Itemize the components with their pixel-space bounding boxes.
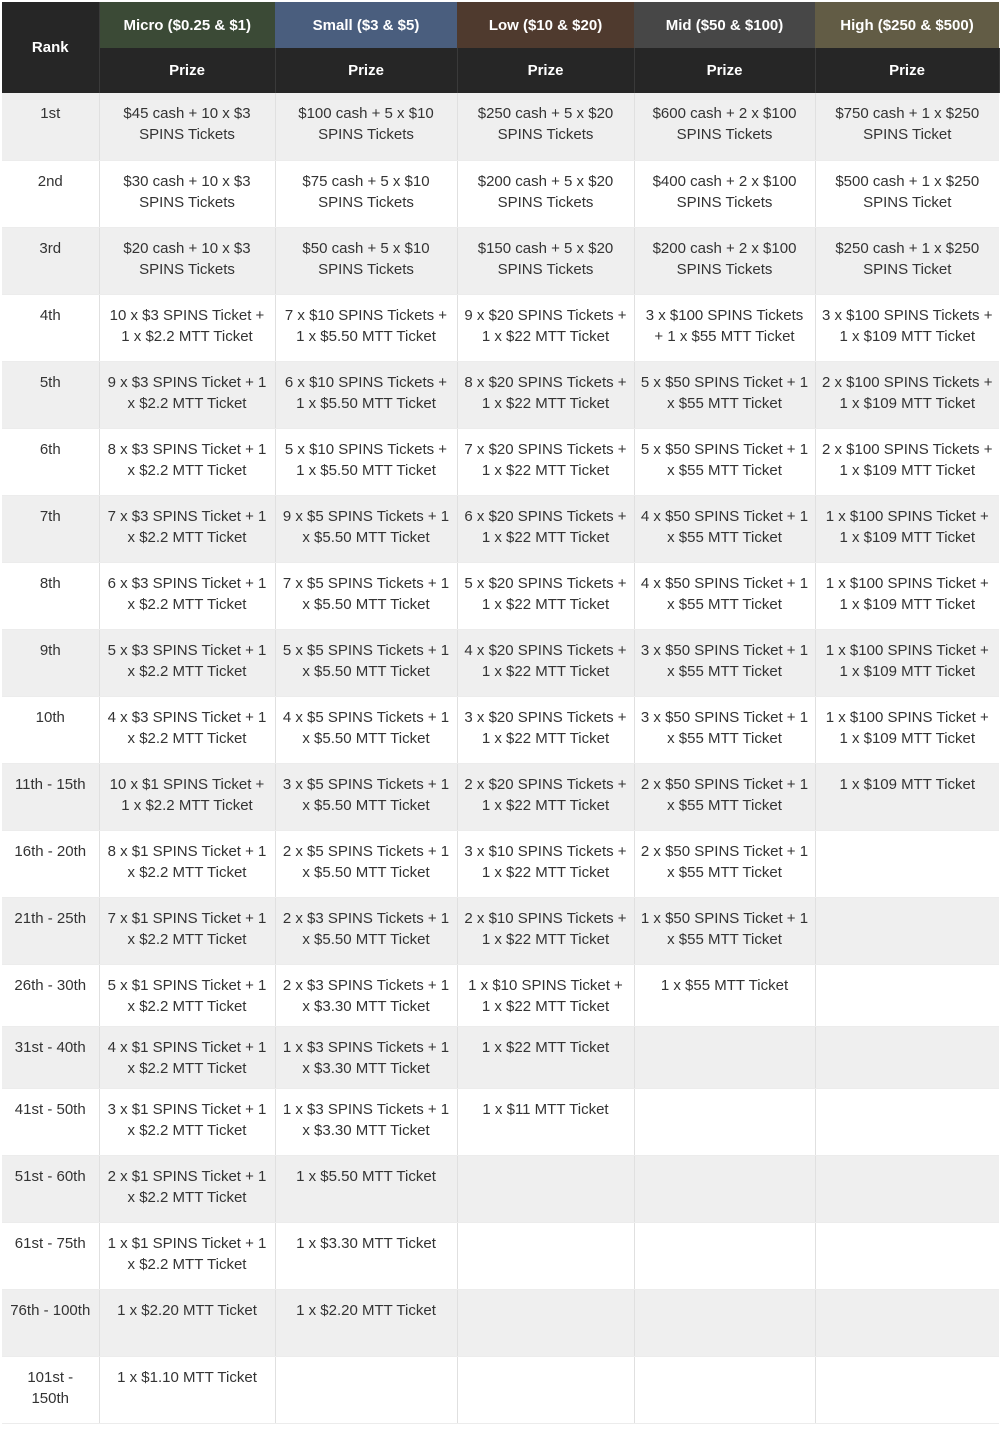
- table-row: [2, 964, 999, 1026]
- prize-cell-low: 7 x $20 SPINS Tickets + 1 x $22 MTT Ticket: [457, 428, 634, 495]
- rank-cell: 7th: [2, 495, 99, 562]
- prize-header-high: Prize: [815, 48, 999, 93]
- prize-cell-mid: 5 x $50 SPINS Ticket + 1 x $55 MTT Ticket: [634, 428, 815, 495]
- tier-header-row: [2, 2, 999, 48]
- prize-cell-mid: 1 x $55 MTT Ticket: [634, 964, 815, 1026]
- rank-cell: 10th: [2, 696, 99, 763]
- prize-cell-low: 6 x $20 SPINS Tickets + 1 x $22 MTT Ticket: [457, 495, 634, 562]
- rank-cell: 8th: [2, 562, 99, 629]
- rank-cell: 5th: [2, 361, 99, 428]
- prize-cell-mid: $400 cash + 2 x $100 SPINS Tickets: [634, 160, 815, 227]
- table-row: [2, 629, 999, 696]
- prize-cell-small: 2 x $5 SPINS Tickets + 1 x $5.50 MTT Ticket: [275, 830, 457, 897]
- rank-cell: 31st - 40th: [2, 1026, 99, 1088]
- prize-cell-micro: 10 x $1 SPINS Ticket + 1 x $2.2 MTT Ticket: [99, 763, 275, 830]
- prize-cell-micro: 1 x $1.10 MTT Ticket: [99, 1356, 275, 1423]
- prize-cell-micro: 5 x $1 SPINS Ticket + 1 x $2.2 MTT Ticket: [99, 964, 275, 1026]
- tier-header-micro: Micro ($0.25 & $1): [99, 2, 275, 48]
- prize-cell-low: [457, 1289, 634, 1356]
- prize-cell-small: 5 x $5 SPINS Tickets + 1 x $5.50 MTT Ticket: [275, 629, 457, 696]
- prize-cell-low: 2 x $10 SPINS Tickets + 1 x $22 MTT Ticket: [457, 897, 634, 964]
- table-row: [2, 1155, 999, 1222]
- tier-header-mid: Mid ($50 & $100): [634, 2, 815, 48]
- rank-cell: 11th - 15th: [2, 763, 99, 830]
- prize-cell-low: 3 x $20 SPINS Tickets + 1 x $22 MTT Ticket: [457, 696, 634, 763]
- prize-cell-high: [815, 1222, 999, 1289]
- table-row: [2, 830, 999, 897]
- prize-cell-mid: 1 x $50 SPINS Ticket + 1 x $55 MTT Ticket: [634, 897, 815, 964]
- prize-cell-micro: 8 x $3 SPINS Ticket + 1 x $2.2 MTT Ticket: [99, 428, 275, 495]
- prize-cell-micro: 9 x $3 SPINS Ticket + 1 x $2.2 MTT Ticket: [99, 361, 275, 428]
- rank-cell: 2nd: [2, 160, 99, 227]
- prize-cell-high: $250 cash + 1 x $250 SPINS Ticket: [815, 227, 999, 294]
- prize-cell-low: 3 x $10 SPINS Tickets + 1 x $22 MTT Ticket: [457, 830, 634, 897]
- table-row: [2, 428, 999, 495]
- prize-cell-micro: 10 x $3 SPINS Ticket + 1 x $2.2 MTT Ticket: [99, 294, 275, 361]
- prize-header-row: [2, 48, 999, 93]
- prize-cell-mid: 2 x $50 SPINS Ticket + 1 x $55 MTT Ticket: [634, 763, 815, 830]
- prize-cell-low: 5 x $20 SPINS Tickets + 1 x $22 MTT Ticket: [457, 562, 634, 629]
- tier-header-high: High ($250 & $500): [815, 2, 999, 48]
- table-row: [2, 1289, 999, 1356]
- rank-cell: 41st - 50th: [2, 1088, 99, 1155]
- prize-cell-low: $250 cash + 5 x $20 SPINS Tickets: [457, 93, 634, 160]
- table-row: [2, 495, 999, 562]
- prize-cell-mid: [634, 1155, 815, 1222]
- prize-table-wrapper: [2, 2, 999, 1424]
- table-row: [2, 160, 999, 227]
- prize-table: [2, 2, 1000, 1424]
- prize-header-micro: Prize: [99, 48, 275, 93]
- prize-cell-micro: 8 x $1 SPINS Ticket + 1 x $2.2 MTT Ticket: [99, 830, 275, 897]
- prize-cell-small: 7 x $10 SPINS Tickets + 1 x $5.50 MTT Ticket: [275, 294, 457, 361]
- prize-cell-mid: 5 x $50 SPINS Ticket + 1 x $55 MTT Ticket: [634, 361, 815, 428]
- rank-cell: 101st - 150th: [2, 1356, 99, 1423]
- rank-cell: 26th - 30th: [2, 964, 99, 1026]
- prize-cell-high: 1 x $100 SPINS Ticket + 1 x $109 MTT Ticket: [815, 562, 999, 629]
- prize-cell-micro: $20 cash + 10 x $3 SPINS Tickets: [99, 227, 275, 294]
- prize-cell-small: 7 x $5 SPINS Tickets + 1 x $5.50 MTT Ticket: [275, 562, 457, 629]
- prize-cell-high: $750 cash + 1 x $250 SPINS Ticket: [815, 93, 999, 160]
- prize-cell-low: 1 x $11 MTT Ticket: [457, 1088, 634, 1155]
- prize-cell-mid: 2 x $50 SPINS Ticket + 1 x $55 MTT Ticket: [634, 830, 815, 897]
- prize-cell-high: [815, 1289, 999, 1356]
- prize-cell-low: 1 x $10 SPINS Ticket + 1 x $22 MTT Ticket: [457, 964, 634, 1026]
- table-row: [2, 562, 999, 629]
- prize-cell-mid: 4 x $50 SPINS Ticket + 1 x $55 MTT Ticket: [634, 562, 815, 629]
- prize-cell-high: 2 x $100 SPINS Tickets + 1 x $109 MTT Ticket: [815, 428, 999, 495]
- table-row: [2, 763, 999, 830]
- prize-cell-small: 1 x $3.30 MTT Ticket: [275, 1222, 457, 1289]
- prize-cell-low: 2 x $20 SPINS Tickets + 1 x $22 MTT Ticket: [457, 763, 634, 830]
- prize-cell-mid: [634, 1356, 815, 1423]
- prize-header-small: Prize: [275, 48, 457, 93]
- prize-cell-low: [457, 1155, 634, 1222]
- prize-cell-small: $75 cash + 5 x $10 SPINS Tickets: [275, 160, 457, 227]
- tier-header-small: Small ($3 & $5): [275, 2, 457, 48]
- table-row: [2, 1088, 999, 1155]
- prize-cell-high: [815, 1026, 999, 1088]
- prize-cell-mid: [634, 1222, 815, 1289]
- prize-cell-micro: $45 cash + 10 x $3 SPINS Tickets: [99, 93, 275, 160]
- prize-cell-small: 1 x $5.50 MTT Ticket: [275, 1155, 457, 1222]
- prize-cell-small: 2 x $3 SPINS Tickets + 1 x $5.50 MTT Ticket: [275, 897, 457, 964]
- prize-cell-small: 2 x $3 SPINS Tickets + 1 x $3.30 MTT Ticket: [275, 964, 457, 1026]
- prize-cell-small: $50 cash + 5 x $10 SPINS Tickets: [275, 227, 457, 294]
- table-row: [2, 897, 999, 964]
- table-row: [2, 93, 999, 160]
- prize-cell-mid: 3 x $100 SPINS Tickets + 1 x $55 MTT Ticket: [634, 294, 815, 361]
- table-row: [2, 294, 999, 361]
- rank-cell: 61st - 75th: [2, 1222, 99, 1289]
- table-row: [2, 696, 999, 763]
- prize-cell-micro: 4 x $1 SPINS Ticket + 1 x $2.2 MTT Ticket: [99, 1026, 275, 1088]
- prize-table-body: [2, 93, 999, 1423]
- prize-cell-mid: 3 x $50 SPINS Ticket + 1 x $55 MTT Ticket: [634, 696, 815, 763]
- prize-cell-high: 1 x $100 SPINS Ticket + 1 x $109 MTT Ticket: [815, 696, 999, 763]
- prize-cell-mid: $600 cash + 2 x $100 SPINS Tickets: [634, 93, 815, 160]
- prize-cell-micro: 1 x $1 SPINS Ticket + 1 x $2.2 MTT Ticket: [99, 1222, 275, 1289]
- table-row: [2, 361, 999, 428]
- prize-cell-high: [815, 1088, 999, 1155]
- prize-cell-mid: $200 cash + 2 x $100 SPINS Tickets: [634, 227, 815, 294]
- prize-cell-high: $500 cash + 1 x $250 SPINS Ticket: [815, 160, 999, 227]
- prize-cell-small: 9 x $5 SPINS Tickets + 1 x $5.50 MTT Ticket: [275, 495, 457, 562]
- prize-cell-micro: 6 x $3 SPINS Ticket + 1 x $2.2 MTT Ticket: [99, 562, 275, 629]
- prize-cell-low: $150 cash + 5 x $20 SPINS Tickets: [457, 227, 634, 294]
- prize-cell-low: [457, 1222, 634, 1289]
- rank-header: Rank: [2, 2, 99, 93]
- table-row: [2, 1356, 999, 1423]
- rank-cell: 76th - 100th: [2, 1289, 99, 1356]
- prize-cell-micro: 3 x $1 SPINS Ticket + 1 x $2.2 MTT Ticket: [99, 1088, 275, 1155]
- prize-cell-high: 1 x $109 MTT Ticket: [815, 763, 999, 830]
- prize-cell-small: 4 x $5 SPINS Tickets + 1 x $5.50 MTT Ticket: [275, 696, 457, 763]
- rank-cell: 9th: [2, 629, 99, 696]
- prize-cell-low: 9 x $20 SPINS Tickets + 1 x $22 MTT Ticket: [457, 294, 634, 361]
- prize-cell-micro: 7 x $3 SPINS Ticket + 1 x $2.2 MTT Ticket: [99, 495, 275, 562]
- prize-cell-low: [457, 1356, 634, 1423]
- prize-cell-micro: 1 x $2.20 MTT Ticket: [99, 1289, 275, 1356]
- prize-cell-high: [815, 830, 999, 897]
- rank-cell: 4th: [2, 294, 99, 361]
- rank-cell: 1st: [2, 93, 99, 160]
- prize-cell-micro: 4 x $3 SPINS Ticket + 1 x $2.2 MTT Ticket: [99, 696, 275, 763]
- prize-cell-high: 2 x $100 SPINS Tickets + 1 x $109 MTT Ticket: [815, 361, 999, 428]
- prize-cell-micro: $30 cash + 10 x $3 SPINS Tickets: [99, 160, 275, 227]
- prize-cell-low: 1 x $22 MTT Ticket: [457, 1026, 634, 1088]
- prize-header-low: Prize: [457, 48, 634, 93]
- tier-header-low: Low ($10 & $20): [457, 2, 634, 48]
- prize-cell-mid: 3 x $50 SPINS Ticket + 1 x $55 MTT Ticket: [634, 629, 815, 696]
- rank-cell: 6th: [2, 428, 99, 495]
- rank-cell: 3rd: [2, 227, 99, 294]
- prize-cell-mid: [634, 1289, 815, 1356]
- prize-cell-micro: 7 x $1 SPINS Ticket + 1 x $2.2 MTT Ticket: [99, 897, 275, 964]
- prize-cell-low: $200 cash + 5 x $20 SPINS Tickets: [457, 160, 634, 227]
- prize-cell-mid: 4 x $50 SPINS Ticket + 1 x $55 MTT Ticket: [634, 495, 815, 562]
- prize-cell-small: 6 x $10 SPINS Tickets + 1 x $5.50 MTT Ticket: [275, 361, 457, 428]
- rank-cell: 51st - 60th: [2, 1155, 99, 1222]
- prize-cell-high: [815, 897, 999, 964]
- prize-cell-low: 4 x $20 SPINS Tickets + 1 x $22 MTT Ticket: [457, 629, 634, 696]
- prize-cell-high: 1 x $100 SPINS Ticket + 1 x $109 MTT Ticket: [815, 495, 999, 562]
- prize-cell-high: [815, 1155, 999, 1222]
- table-row: [2, 1026, 999, 1088]
- prize-cell-low: 8 x $20 SPINS Tickets + 1 x $22 MTT Ticket: [457, 361, 634, 428]
- prize-cell-small: 3 x $5 SPINS Tickets + 1 x $5.50 MTT Ticket: [275, 763, 457, 830]
- rank-cell: 16th - 20th: [2, 830, 99, 897]
- prize-cell-small: 1 x $2.20 MTT Ticket: [275, 1289, 457, 1356]
- prize-cell-high: [815, 964, 999, 1026]
- table-row: [2, 1222, 999, 1289]
- prize-header-mid: Prize: [634, 48, 815, 93]
- prize-cell-mid: [634, 1026, 815, 1088]
- prize-cell-high: 1 x $100 SPINS Ticket + 1 x $109 MTT Ticket: [815, 629, 999, 696]
- prize-cell-micro: 2 x $1 SPINS Ticket + 1 x $2.2 MTT Ticket: [99, 1155, 275, 1222]
- prize-cell-small: 1 x $3 SPINS Tickets + 1 x $3.30 MTT Ticket: [275, 1088, 457, 1155]
- prize-cell-high: [815, 1356, 999, 1423]
- prize-cell-small: [275, 1356, 457, 1423]
- prize-cell-small: 5 x $10 SPINS Tickets + 1 x $5.50 MTT Ticket: [275, 428, 457, 495]
- prize-cell-micro: 5 x $3 SPINS Ticket + 1 x $2.2 MTT Ticket: [99, 629, 275, 696]
- prize-cell-mid: [634, 1088, 815, 1155]
- prize-cell-small: $100 cash + 5 x $10 SPINS Tickets: [275, 93, 457, 160]
- rank-cell: 21th - 25th: [2, 897, 99, 964]
- prize-cell-small: 1 x $3 SPINS Tickets + 1 x $3.30 MTT Ticket: [275, 1026, 457, 1088]
- table-row: [2, 227, 999, 294]
- prize-cell-high: 3 x $100 SPINS Tickets + 1 x $109 MTT Ticket: [815, 294, 999, 361]
